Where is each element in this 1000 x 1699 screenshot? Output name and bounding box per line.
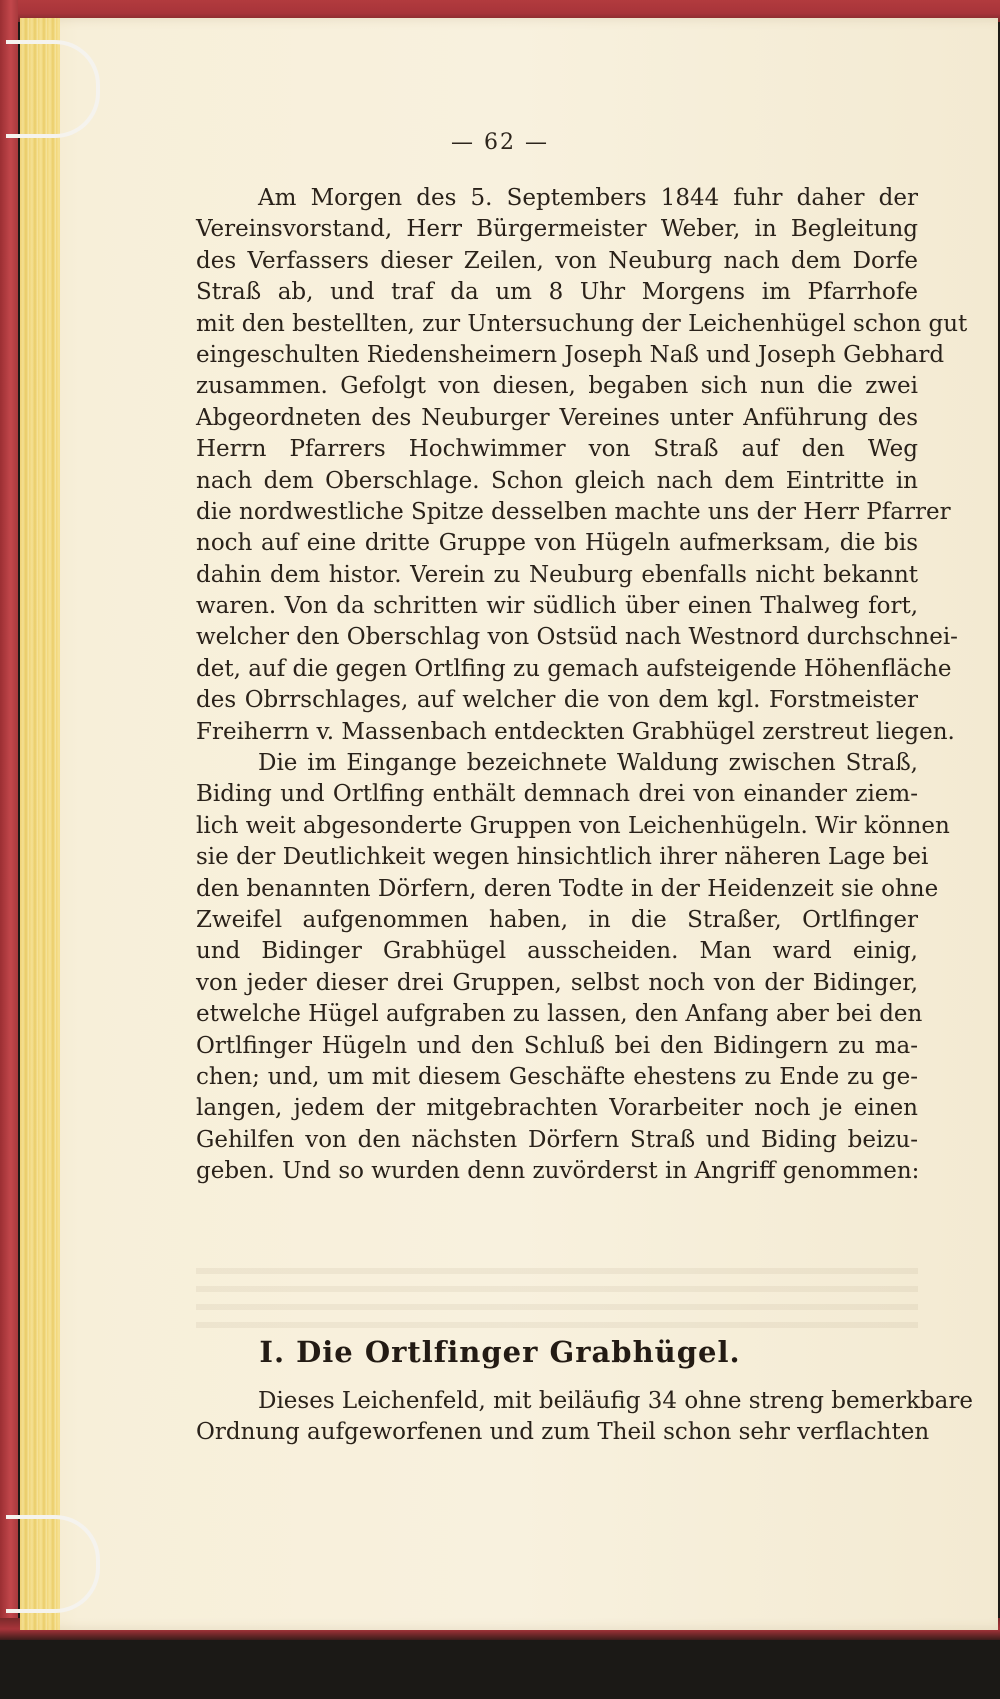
text-line: und Bidinger Grabhügel ausscheiden. Man ward einig, <box>196 938 918 965</box>
clamp-top <box>6 40 100 138</box>
text-line: dahin dem histor. Verein zu Neuburg ebenfalls nicht bekannt <box>196 561 918 588</box>
show-through-ink <box>196 1258 918 1328</box>
text-line: chen; und, um mit diesem Geschäfte ehestens zu Ende zu ge- <box>196 1063 918 1090</box>
section-heading: I. Die Ortlfinger Grabhügel. <box>259 1335 741 1369</box>
text-line: sie der Deutlichkeit wegen hinsichtlich ihrer näheren Lage bei <box>196 844 929 871</box>
text-line: von jeder dieser drei Gruppen, selbst noch von der Bidinger, <box>196 969 918 996</box>
text-line: Biding und Ortlfing enthält demnach drei von einander ziem- <box>196 781 918 808</box>
text-line: Freiherrn v. Massenbach entdeckten Grabhügel zerstreut liegen. <box>196 718 955 745</box>
text-line: Ortlfinger Hügeln und den Schluß bei den Bidingern zu ma- <box>196 1032 918 1059</box>
page-number: — 62 — <box>451 130 549 155</box>
text-line: noch auf eine dritte Gruppe von Hügeln aufmerksam, die bis <box>196 530 918 557</box>
text-line: eingeschulten Riedensheimern Joseph Naß und Joseph Gebhard <box>196 341 945 368</box>
text-line: det, auf die gegen Ortlfing zu gemach aufsteigende Höhenfläche <box>196 655 952 682</box>
text-line: Straß ab, und traf da um 8 Uhr Morgens im Pfarrhofe <box>196 279 918 306</box>
text-line: des Obrrschlages, auf welcher die von dem kgl. Forstmeister <box>196 687 918 714</box>
text-line: Am Morgen des 5. Septembers 1844 fuhr daher der <box>258 185 918 211</box>
text-line: Herrn Pfarrers Hochwimmer von Straß auf den Weg <box>196 436 918 463</box>
clamp-bottom <box>6 1515 100 1613</box>
text-line: mit den bestellten, zur Untersuchung der Leichenhügel schon gut <box>196 310 968 337</box>
text-line: Vereinsvorstand, Herr Bürgermeister Weber, in Begleitung <box>196 216 918 243</box>
book-binding-left <box>0 0 18 1640</box>
text-line: etwelche Hügel aufgraben zu lassen, den Anfang aber bei den <box>196 1001 923 1028</box>
text-line: waren. Von da schritten wir südlich über einen Thalweg fort, <box>196 593 918 620</box>
text-line: die nordwestliche Spitze desselben machte uns der Herr Pfarrer <box>196 498 951 525</box>
text-line: des Verfassers dieser Zeilen, von Neuburg nach dem Dorfe <box>196 247 918 274</box>
following-paragraph <box>196 1386 973 1449</box>
text-line: langen, jedem der mitgebrachten Vorarbeiter noch je einen <box>196 1095 918 1122</box>
gilded-page-edge <box>20 18 60 1630</box>
main-paragraph <box>196 183 968 1188</box>
text-line: den benannten Dörfern, deren Todte in der Heidenzeit sie ohne <box>196 875 939 902</box>
text-line: nach dem Oberschlage. Schon gleich nach dem Eintritte in <box>196 467 918 494</box>
text-line: Zweifel aufgenommen haben, in die Straßer, Ortlfinger <box>196 906 918 933</box>
text-line: geben. Und so wurden denn zuvörderst in Angriff genommen: <box>196 1158 920 1185</box>
text-line: Die im Eingange bezeichnete Waldung zwischen Straß, <box>258 750 918 777</box>
text-line: zusammen. Gefolgt von diesen, begaben sich nun die zwei <box>196 373 918 400</box>
text-line: Gehilfen von den nächsten Dörfern Straß und Biding beizu- <box>196 1126 918 1153</box>
text-line: Abgeordneten des Neuburger Vereines unter Anführung des <box>196 404 918 431</box>
text-line: lich weit abgesonderte Gruppen von Leichenhügeln. Wir können <box>196 812 950 839</box>
text-line: Ordnung aufgeworfenen und zum Theil schon sehr verflachten <box>196 1419 930 1446</box>
text-line: welcher den Oberschlag von Ostsüd nach Westnord durchschnei- <box>196 624 958 651</box>
text-line: Dieses Leichenfeld, mit beiläufig 34 ohne streng bemerkbare <box>258 1388 973 1414</box>
